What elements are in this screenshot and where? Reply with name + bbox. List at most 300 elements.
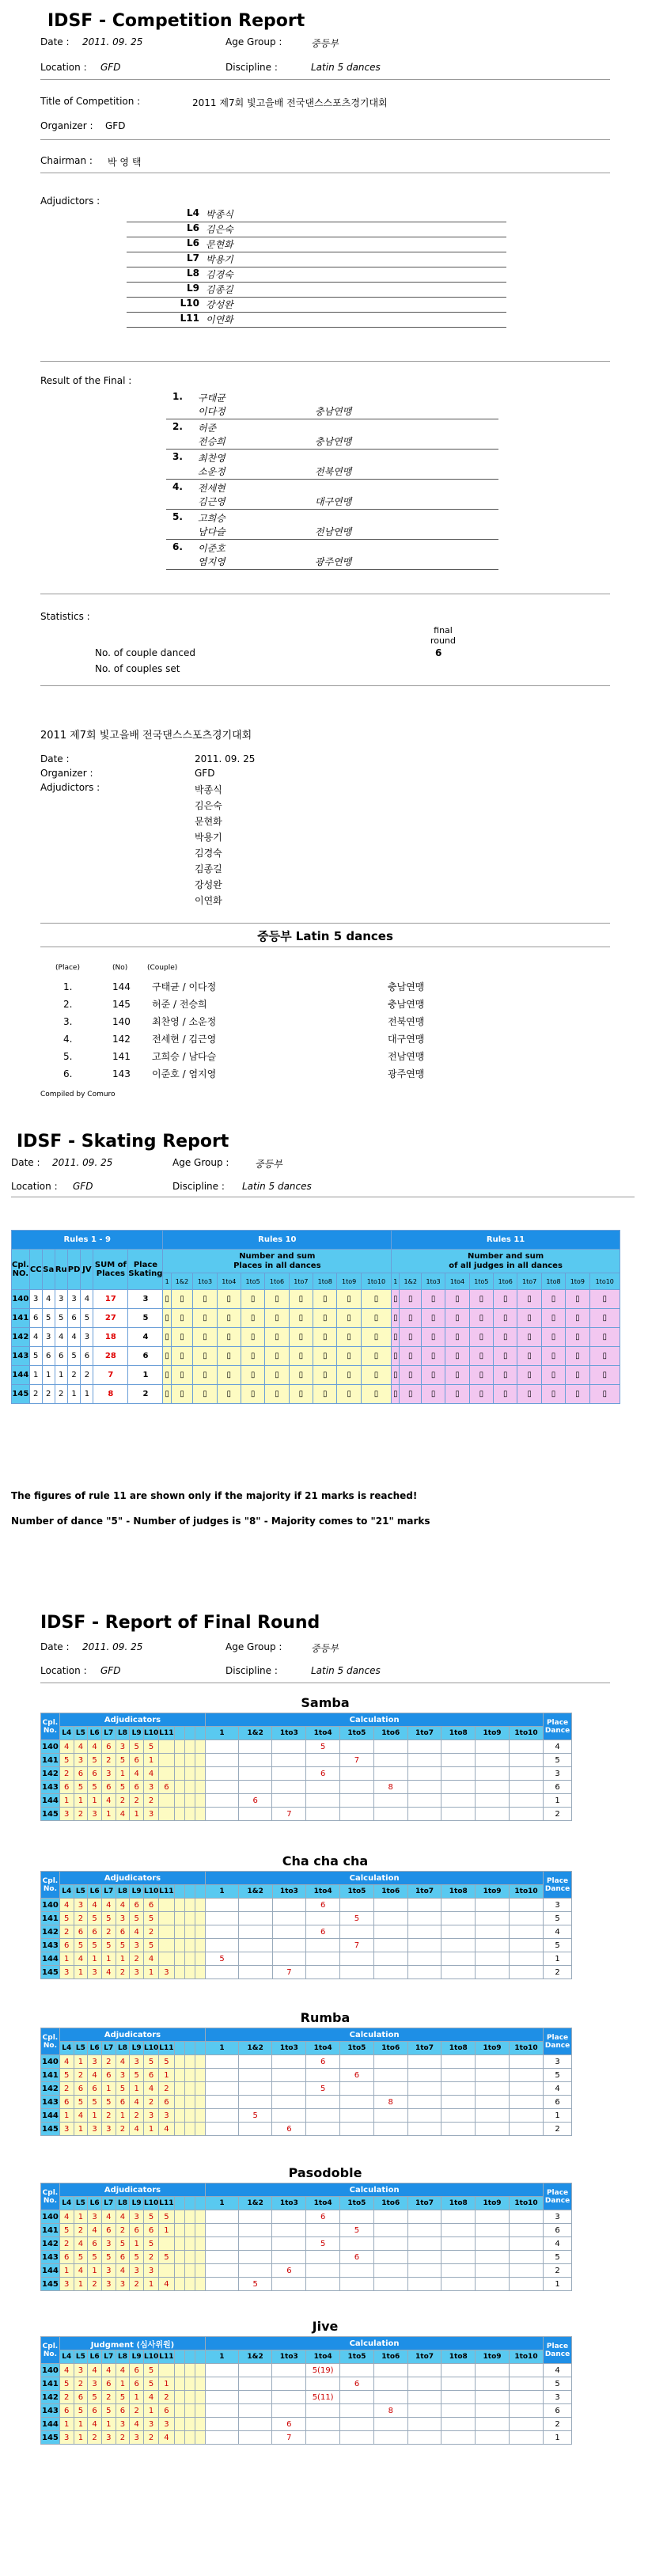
rule10-cell: ▯ — [241, 1309, 264, 1328]
calc-empty — [476, 2264, 510, 2278]
judge-header-blank — [174, 2350, 184, 2364]
calc-empty — [476, 2404, 510, 2418]
judge-mark: 3 — [130, 2264, 144, 2278]
compiled-note: Compiled by Comuro — [40, 1091, 116, 1098]
calc-empty — [509, 1740, 543, 1754]
adjudicator-row — [127, 298, 506, 313]
judge-header-blank — [195, 1727, 205, 1740]
rule10-cell: ▯ — [265, 1290, 289, 1309]
calc-empty — [373, 1740, 407, 1754]
rule11-cell: ▯ — [494, 1309, 517, 1328]
judge-mark-empty — [174, 2109, 184, 2123]
cpl-number: 144 — [12, 1366, 30, 1385]
judge-mark: 3 — [159, 2418, 174, 2431]
calc-empty — [441, 2431, 476, 2445]
calc-empty — [272, 2391, 306, 2404]
cpl-header: Cpl. No. — [41, 2028, 60, 2055]
judge-mark: 2 — [143, 1794, 158, 1808]
calc-empty — [441, 1966, 476, 1979]
fr-location-label: Location : — [40, 1665, 87, 1676]
rule11-cell: ▯ — [541, 1290, 565, 1309]
judge-mark-empty — [174, 2364, 184, 2377]
calc-empty — [340, 2364, 374, 2377]
judge-mark: 6 — [59, 1939, 74, 1952]
rule11-cell: ▯ — [541, 1309, 565, 1328]
adjudicators-header: Judgment (심사위원) — [59, 2337, 205, 2350]
summary-adjudicator: 김종길 — [195, 863, 222, 874]
summary-no: 141 — [112, 1051, 131, 1062]
calc-empty — [272, 2055, 306, 2069]
cpl-header: Cpl. No. — [41, 1872, 60, 1899]
judge-header: L5 — [74, 2042, 88, 2055]
calc-empty — [340, 2264, 374, 2278]
result-partner-b: 전승희 — [198, 436, 225, 447]
final-row — [41, 1754, 572, 1767]
rule10-cell: ▯ — [171, 1385, 193, 1404]
judge-mark-empty — [174, 1767, 184, 1781]
sk-location: GFD — [73, 1181, 93, 1192]
dance-place: 4 — [55, 1328, 67, 1347]
rule-col-header: 1to10 — [589, 1273, 620, 1290]
judge-mark: 3 — [74, 2364, 88, 2377]
calc-empty — [373, 1754, 407, 1767]
judge-mark: 6 — [101, 2224, 116, 2237]
summary-place: 2. — [63, 999, 73, 1010]
judge-mark: 3 — [116, 1912, 130, 1925]
rule10-cell: ▯ — [289, 1328, 313, 1347]
judge-mark-empty — [174, 1952, 184, 1966]
judge-mark-empty — [195, 1781, 205, 1794]
calc-empty — [373, 1925, 407, 1939]
judge-mark-empty — [174, 1925, 184, 1939]
judge-mark: 6 — [59, 2251, 74, 2264]
calc-empty — [238, 2418, 272, 2431]
place-dance: 6 — [544, 2404, 572, 2418]
judge-mark-empty — [195, 2109, 205, 2123]
calc-empty — [373, 2251, 407, 2264]
judge-mark-empty — [174, 2418, 184, 2431]
cpl-header: Cpl. No. — [41, 2337, 60, 2364]
calc-col-header: 1 — [206, 2350, 239, 2364]
judge-header: L4 — [59, 1727, 74, 1740]
judge-header: L4 — [59, 1885, 74, 1899]
judge-mark: 1 — [101, 1952, 116, 1966]
calc-empty — [206, 2109, 239, 2123]
adjudicator-code: L8 — [187, 267, 199, 279]
calc-col-header: 1to10 — [509, 2197, 543, 2210]
fr-location: GFD — [100, 1665, 121, 1676]
dance-place: 1 — [81, 1385, 93, 1404]
calc-empty — [238, 1952, 272, 1966]
judge-mark: 3 — [101, 2431, 116, 2445]
calc-empty — [476, 1966, 510, 1979]
judge-mark-empty — [184, 1939, 195, 1952]
judge-header-blank — [195, 2350, 205, 2364]
place-dance: 5 — [544, 1912, 572, 1925]
calc-empty — [407, 1912, 441, 1925]
judge-mark: 4 — [101, 2210, 116, 2224]
calc-empty — [340, 1794, 374, 1808]
calc-empty — [407, 2123, 441, 2136]
judge-mark: 3 — [116, 1740, 130, 1754]
judge-mark-empty — [195, 1912, 205, 1925]
final-row — [41, 1925, 572, 1939]
calc-col-header: 1to10 — [509, 2042, 543, 2055]
judge-header: L8 — [116, 2042, 130, 2055]
calc-empty — [373, 1952, 407, 1966]
calc-empty — [306, 1794, 340, 1808]
judge-mark: 3 — [74, 1754, 88, 1767]
calc-empty — [509, 2224, 543, 2237]
cpl-number: 140 — [41, 1740, 60, 1754]
calc-empty — [238, 1939, 272, 1952]
calc-empty — [441, 1952, 476, 1966]
judge-mark: 6 — [159, 2404, 174, 2418]
final-row — [41, 2431, 572, 2445]
calc-empty — [340, 1767, 374, 1781]
judge-mark: 4 — [130, 2418, 144, 2431]
calc-empty — [509, 2210, 543, 2224]
summary-row — [55, 1048, 498, 1065]
calc-empty — [206, 2418, 239, 2431]
calc-empty — [306, 2431, 340, 2445]
judge-mark: 1 — [143, 1966, 158, 1979]
rule10-cell: ▯ — [313, 1328, 337, 1347]
cpl-number: 140 — [12, 1290, 30, 1309]
dance-place: 6 — [55, 1347, 67, 1366]
judge-mark: 1 — [88, 1952, 102, 1966]
summary-no: 142 — [112, 1034, 131, 1045]
calc-empty — [476, 1767, 510, 1781]
judge-mark: 5 — [74, 1781, 88, 1794]
calc-empty — [206, 2404, 239, 2418]
divider — [40, 685, 610, 686]
calc-col-header: 1to8 — [441, 2197, 476, 2210]
judge-mark: 1 — [130, 2082, 144, 2096]
calc-empty — [272, 2377, 306, 2391]
judge-mark: 5 — [74, 2251, 88, 2264]
judge-mark: 1 — [143, 1754, 158, 1767]
judge-mark: 1 — [143, 2278, 158, 2291]
rule10-cell: ▯ — [289, 1309, 313, 1328]
skating-title: IDSF - Skating Report — [17, 1132, 229, 1151]
calc-col-header: 1&2 — [238, 2350, 272, 2364]
summary-no: 143 — [112, 1068, 131, 1079]
calc-col-header: 1to6 — [373, 2350, 407, 2364]
place-dance: 5 — [544, 2251, 572, 2264]
calc-empty — [407, 1899, 441, 1912]
final-row — [41, 2109, 572, 2123]
judge-mark: 4 — [88, 2224, 102, 2237]
judge-mark-empty — [174, 2055, 184, 2069]
fr-discipline-label: Discipline : — [225, 1665, 278, 1676]
calc-empty — [238, 1767, 272, 1781]
cpl-number: 141 — [12, 1309, 30, 1328]
place-skating: 2 — [128, 1385, 163, 1404]
rule10-cell: ▯ — [337, 1328, 361, 1347]
calc-empty — [272, 1899, 306, 1912]
judge-mark: 4 — [143, 1952, 158, 1966]
final-row — [41, 2096, 572, 2109]
calc-empty — [272, 2109, 306, 2123]
calc-empty — [407, 2278, 441, 2291]
result-place: 4. — [172, 481, 183, 492]
cpl-header: Cpl. No. — [41, 1713, 60, 1740]
rule11-cell: ▯ — [400, 1309, 422, 1328]
result-partner-b: 염지영 — [198, 556, 225, 567]
final-row — [41, 2069, 572, 2082]
calc-empty — [272, 2210, 306, 2224]
place-dance: 2 — [544, 1808, 572, 1821]
judge-header: L9 — [130, 1727, 144, 1740]
judge-header: L9 — [130, 2042, 144, 2055]
cpl-header: Cpl. No. — [41, 2183, 60, 2210]
judge-mark-empty — [159, 1767, 174, 1781]
dance-place: 2 — [55, 1385, 67, 1404]
judge-mark: 5 — [143, 2055, 158, 2069]
judge-mark: 1 — [101, 2082, 116, 2096]
judge-mark: 1 — [143, 2404, 158, 2418]
calc-empty — [206, 1899, 239, 1912]
judge-mark-empty — [184, 1767, 195, 1781]
calc-empty — [441, 1925, 476, 1939]
rule10-cell: ▯ — [193, 1366, 217, 1385]
judge-mark: 3 — [116, 2418, 130, 2431]
judge-mark: 2 — [59, 2237, 74, 2251]
dance-title: Rumba — [300, 2010, 351, 2025]
judge-mark: 4 — [130, 2096, 144, 2109]
judge-mark: 4 — [143, 2082, 158, 2096]
judge-mark: 5 — [116, 2391, 130, 2404]
judge-mark: 5 — [159, 2251, 174, 2264]
dance-place: 4 — [29, 1328, 42, 1347]
report-title: IDSF - Competition Report — [47, 11, 305, 31]
calc-empty — [509, 2377, 543, 2391]
calc-value: 6 — [306, 1899, 340, 1912]
judge-mark-empty — [159, 1939, 174, 1952]
final-row — [41, 1767, 572, 1781]
judge-header: L9 — [130, 2350, 144, 2364]
couples-set-label: No. of couples set — [95, 663, 180, 674]
calc-value: 6 — [238, 1794, 272, 1808]
calc-empty — [407, 2391, 441, 2404]
calc-empty — [476, 2431, 510, 2445]
result-entry — [166, 480, 498, 510]
summary-adjudicators — [195, 782, 222, 909]
calc-empty — [476, 1808, 510, 1821]
calc-empty — [206, 2364, 239, 2377]
location-value: GFD — [100, 62, 121, 73]
calc-empty — [373, 2264, 407, 2278]
judge-mark: 2 — [74, 1912, 88, 1925]
judge-mark: 5 — [88, 2251, 102, 2264]
judge-mark: 3 — [101, 1767, 116, 1781]
result-club: 전북연맹 — [315, 466, 352, 477]
calc-col-header: 1&2 — [238, 1727, 272, 1740]
sum-of-places: 27 — [93, 1309, 128, 1328]
judge-mark: 2 — [159, 2391, 174, 2404]
judge-mark: 4 — [116, 2364, 130, 2377]
dance-place: 3 — [29, 1290, 42, 1309]
calc-empty — [206, 1781, 239, 1794]
judge-header-blank — [184, 2197, 195, 2210]
rule10-cell: ▯ — [241, 1385, 264, 1404]
rule11-cell: ▯ — [494, 1366, 517, 1385]
calc-empty — [238, 2082, 272, 2096]
judge-mark: 6 — [130, 2224, 144, 2237]
rule10-cell: ▯ — [313, 1366, 337, 1385]
rule10-cell: ▯ — [193, 1309, 217, 1328]
judge-mark-empty — [184, 2096, 195, 2109]
summary-row — [55, 1030, 498, 1048]
calc-empty — [272, 1767, 306, 1781]
judge-mark: 5 — [74, 2404, 88, 2418]
adjudicator-name: 김경숙 — [206, 269, 233, 280]
calc-value: 8 — [373, 1781, 407, 1794]
calc-empty — [373, 2237, 407, 2251]
calc-col-header: 1to4 — [306, 1885, 340, 1899]
calc-empty — [509, 1925, 543, 1939]
rule11-cell: ▯ — [400, 1290, 422, 1309]
calc-empty — [509, 2364, 543, 2377]
calc-empty — [509, 1808, 543, 1821]
final-row — [41, 2210, 572, 2224]
final-row — [41, 2418, 572, 2431]
calc-col-header: 1to3 — [272, 1885, 306, 1899]
judge-mark-empty — [174, 2069, 184, 2082]
rule-col-header: 1to3 — [193, 1273, 217, 1290]
rule-col-header: 1to3 — [421, 1273, 445, 1290]
judge-mark-empty — [174, 2278, 184, 2291]
calc-empty — [206, 1740, 239, 1754]
summary-place: 3. — [63, 1016, 73, 1027]
place-dance: 3 — [544, 2210, 572, 2224]
judge-mark: 6 — [130, 2377, 144, 2391]
rule11-cell: ▯ — [392, 1328, 400, 1347]
calc-empty — [509, 2431, 543, 2445]
calc-value: 6 — [306, 2055, 340, 2069]
calc-empty — [340, 2096, 374, 2109]
calc-empty — [441, 2418, 476, 2431]
couples-danced-label: No. of couple danced — [95, 647, 195, 658]
calc-empty — [272, 2364, 306, 2377]
fr-age-label: Age Group : — [225, 1641, 282, 1652]
judge-mark: 4 — [88, 2364, 102, 2377]
calc-empty — [509, 1899, 543, 1912]
place-dance: 2 — [544, 2123, 572, 2136]
final-row — [41, 2237, 572, 2251]
calc-empty — [476, 2082, 510, 2096]
judge-mark-empty — [184, 1808, 195, 1821]
summary-couple: 고희승 / 남다슬 — [152, 1051, 217, 1062]
rule10-cell: ▯ — [337, 1366, 361, 1385]
judge-mark-empty — [184, 1925, 195, 1939]
calc-empty — [340, 2109, 374, 2123]
judge-mark: 5 — [130, 1740, 144, 1754]
title-value: 2011 제7회 빛고을배 전국댄스스포츠경기대회 — [192, 97, 388, 108]
dance-place: 4 — [67, 1328, 81, 1347]
judge-mark: 1 — [116, 2377, 130, 2391]
judge-mark: 5 — [88, 1912, 102, 1925]
calc-empty — [340, 1952, 374, 1966]
result-partner-b: 남다슬 — [198, 526, 225, 537]
calc-empty — [509, 2082, 543, 2096]
judge-mark: 4 — [101, 1966, 116, 1979]
judge-mark: 2 — [143, 2431, 158, 2445]
calc-col-header: 1to6 — [373, 2042, 407, 2055]
calc-empty — [340, 2082, 374, 2096]
judge-mark: 2 — [159, 2082, 174, 2096]
judge-mark: 2 — [59, 2082, 74, 2096]
calc-empty — [373, 1767, 407, 1781]
judge-mark: 6 — [159, 2096, 174, 2109]
place-dance: 6 — [544, 2096, 572, 2109]
final-row — [41, 2055, 572, 2069]
final-round-table — [40, 1871, 572, 1979]
place-dance: 4 — [544, 1925, 572, 1939]
calc-empty — [407, 1939, 441, 1952]
adjudicator-name: 이연화 — [206, 314, 233, 325]
dance-place: 3 — [81, 1328, 93, 1347]
result-partner-a: 전세현 — [198, 483, 225, 494]
judge-mark: 2 — [116, 2123, 130, 2136]
place-dance: 5 — [544, 2069, 572, 2082]
calculation-header: Calculation — [206, 1713, 544, 1727]
calc-empty — [441, 1740, 476, 1754]
calc-empty — [238, 1754, 272, 1767]
cpl-number: 142 — [41, 2082, 60, 2096]
judge-mark: 6 — [101, 1781, 116, 1794]
summary-club: 전북연맹 — [388, 1016, 425, 1027]
judge-mark: 1 — [130, 2391, 144, 2404]
rule10-cell: ▯ — [171, 1347, 193, 1366]
calc-empty — [373, 2377, 407, 2391]
judge-mark-empty — [174, 2431, 184, 2445]
calc-empty — [441, 2237, 476, 2251]
rule11-cell: ▯ — [566, 1366, 589, 1385]
judge-mark: 1 — [74, 2431, 88, 2445]
calc-empty — [206, 2431, 239, 2445]
sk-age: 중등부 — [255, 1159, 282, 1170]
judge-mark: 1 — [101, 1808, 116, 1821]
judge-mark: 3 — [159, 1966, 174, 1979]
calc-empty — [272, 1952, 306, 1966]
final-round-table — [40, 2183, 572, 2291]
rule10-cell: ▯ — [241, 1290, 264, 1309]
calc-col-header: 1to4 — [306, 2042, 340, 2055]
dance-place: 5 — [29, 1347, 42, 1366]
calc-empty — [476, 2364, 510, 2377]
judge-mark-empty — [195, 2082, 205, 2096]
place-skating: 4 — [128, 1328, 163, 1347]
final-row — [41, 2264, 572, 2278]
place-dance: 3 — [544, 1899, 572, 1912]
calc-empty — [476, 2391, 510, 2404]
calc-empty — [238, 1781, 272, 1794]
place-skating: 1 — [128, 1366, 163, 1385]
result-place: 5. — [172, 511, 183, 522]
calc-empty — [476, 1754, 510, 1767]
judge-mark: 3 — [59, 2123, 74, 2136]
rule10-cell: ▯ — [361, 1328, 391, 1347]
judge-mark-empty — [184, 2431, 195, 2445]
cpl-number: 144 — [41, 1794, 60, 1808]
place-skating: 3 — [128, 1290, 163, 1309]
calc-value: 5 — [238, 2109, 272, 2123]
calc-empty — [407, 2404, 441, 2418]
judge-mark: 5 — [88, 1781, 102, 1794]
calc-empty — [272, 1754, 306, 1767]
